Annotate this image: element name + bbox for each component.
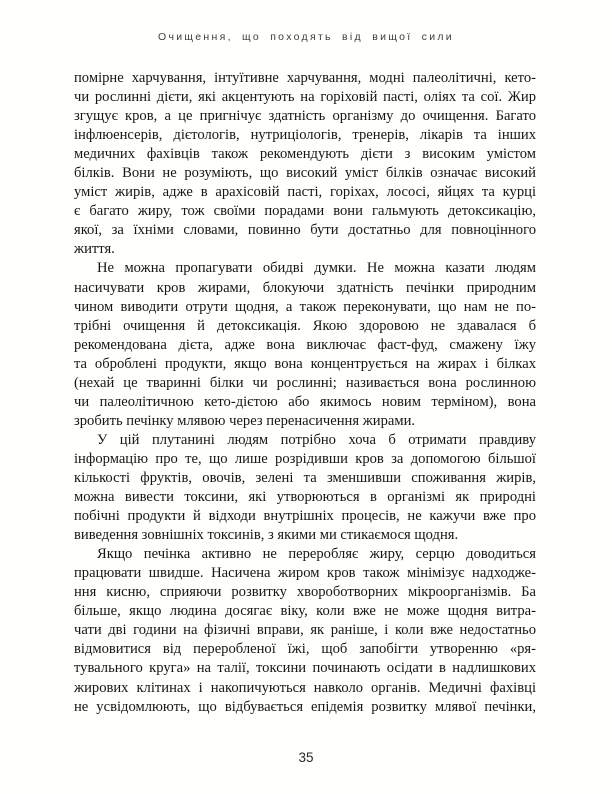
paragraph: [74, 69, 536, 259]
text-line: можна вивести токсини, які утворюються в організмі як природні: [74, 489, 536, 506]
paragraph: [74, 259, 536, 430]
text-line: не усвідомлюють, що відбувається епідемія розвитку млявої печінки,: [74, 698, 536, 715]
text-line: є багато жиру, тож своїми порадами вони гальмують детоксикацію,: [74, 203, 536, 220]
text-line: (нехай це тваринні білки чи рослинні; називається вона рослинною: [74, 374, 536, 391]
text-line: медичних фахівців також рекомендують дієти з високим умістом: [74, 146, 536, 163]
text-line: жирових клітинах і накопичуються навколо органів. Медичні фахівці: [74, 679, 536, 696]
text-line: чи рослинні дієти, які акцентують на горіховій пасті, оліях та сої. Жир: [74, 89, 536, 106]
text-line: рекомендована дієта, адже вона виключає фаст-фуд, смажену їжу: [74, 336, 536, 353]
text-line: виведення зовнішніх токсинів, з якими ми стикаємося щодня.: [74, 527, 459, 544]
text-line: чи палеолітичною кето-дієтою або якимось новим терміном), вона: [74, 393, 536, 410]
text-line: помірне харчування, інтуїтивне харчування, модні палеолітичні, кето-: [74, 70, 536, 86]
text-line: тувального круга» на талії, токсини починають осідати в надлишкових: [74, 660, 536, 677]
text-line: кількості фруктів, овочів, зелені та зменшивши споживання жирів,: [74, 469, 536, 486]
text-line: трібні очищення й детоксикація. Якою здоровою не здавалася б: [74, 317, 536, 334]
text-line: побічні продукти й відходи внутрішніх процесів, не кажучи вже про: [74, 508, 536, 525]
text-line: згущує кров, а це пригнічує здатність організму до очищення. Багато: [74, 108, 536, 125]
running-header: Очищення, що походять від вищої сили: [158, 31, 454, 43]
text-line: інфлюенсерів, дієтологів, нутриціологів, тренерів, лікарів та інших: [74, 127, 536, 144]
text-line: білків. Вони не розуміють, що високий уміст білків означає високий: [74, 165, 536, 182]
text-line: відмовитися від переробленої їжі, щоб запобігти утворенню «ря-: [74, 641, 536, 658]
text-line: інформацію про те, що лише розрідивши кров за допомогою більшої: [74, 450, 536, 467]
text-line: Якщо печінка активно не переробляє жиру, серцю доводиться: [97, 546, 536, 563]
text-line: ння кисню, сприяючи розвитку хвороботворних мікроорганізмів. Ба: [74, 584, 536, 601]
text-line: життя.: [74, 241, 115, 258]
text-line: працювати швидше. Насичена жиром кров також мінімізує надходже-: [74, 565, 536, 582]
text-line: зробить печінку млявою через перенасичення жирами.: [74, 412, 416, 429]
text-line: уміст жирів, адже в арахісовій пасті, горіхах, лососі, яйцях та курці: [74, 184, 536, 201]
text-line: У цій плутанині людям потрібно хоча б отримати правдиву: [97, 431, 536, 448]
page-number: 35: [298, 750, 314, 765]
text-line: Не можна пропагувати обидві думки. Не можна казати людям: [97, 260, 536, 277]
text-line: більше, якщо людина досягає віку, коли вже не може щодня витра-: [74, 603, 536, 620]
body-text: [74, 69, 536, 717]
text-line: та оброблені продукти, якщо вона концентрується на жирах і білках: [74, 355, 536, 372]
text-line: якої, за їхніми словами, повинно бути достатньо для повноцінного: [74, 222, 536, 239]
text-line: насичувати кров жирами, блокуючи здатність печінки природним: [74, 279, 536, 296]
paragraph: [74, 431, 536, 545]
text-line: чином виводити отрути щодня, а також переконувати, що нам не по-: [74, 298, 536, 315]
paragraph: [74, 545, 536, 716]
text-line: чати дві години на фізичні вправи, як раніше, і коли вже недостатньо: [74, 622, 536, 639]
